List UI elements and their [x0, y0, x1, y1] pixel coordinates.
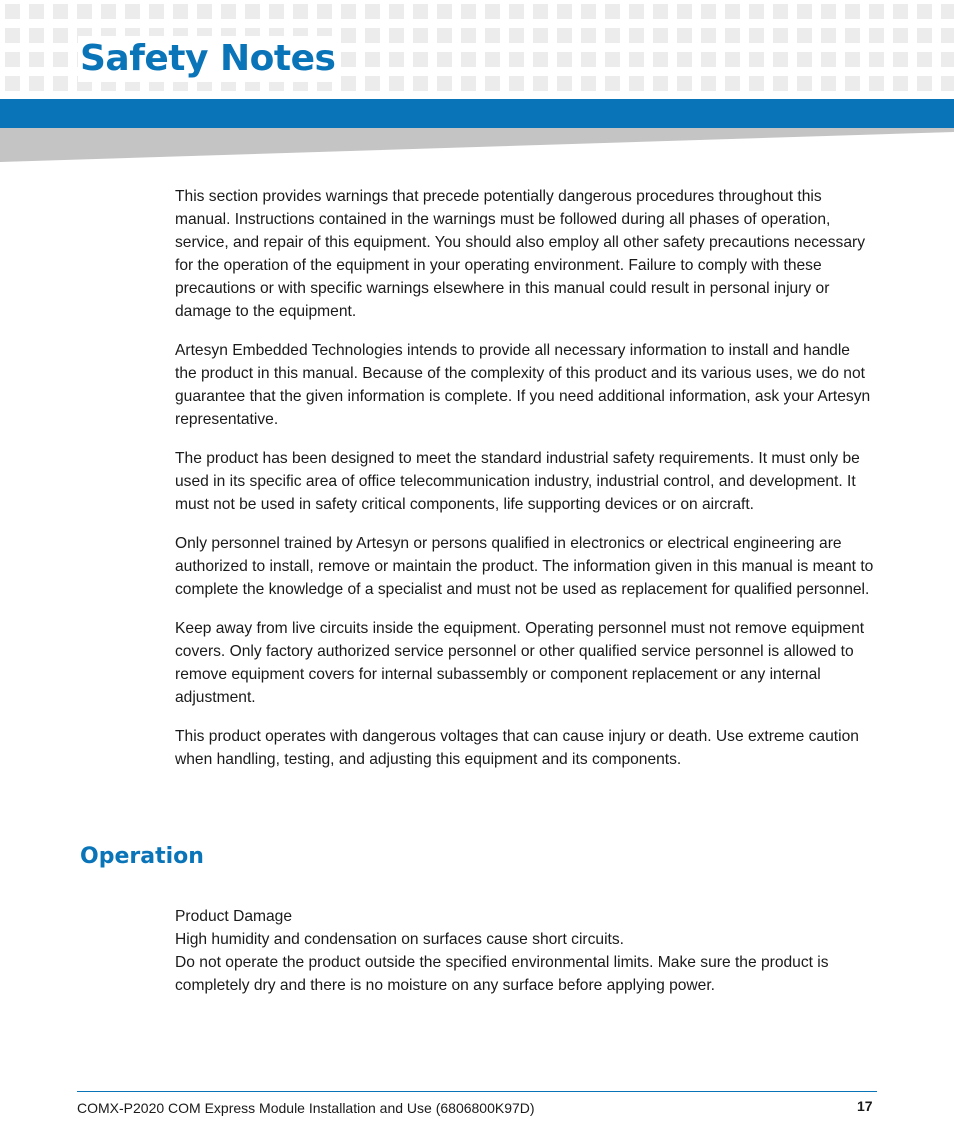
footer-rule	[77, 1091, 877, 1092]
intro-paragraph: This section provides warnings that precede potentially dangerous procedures throughout this manual. Instructions contained in the warnings must be followed during all phases of operation, service, and repair of this equipment. You should also employ all other safety precautions necessary for the operation of the equipment in your operating environment. Failure to comply with these precautions or with specific warnings elsewhere in this manual could result in personal injury or damage to the equipment.	[175, 188, 865, 320]
header-gray-wedge	[0, 128, 954, 164]
footer-document-title: COMX-P2020 COM Express Module Installation and Use (6806800K97D)	[77, 1100, 535, 1116]
intro-section	[175, 185, 875, 787]
page-number: 17	[857, 1098, 873, 1114]
notice-line: Do not operate the product outside the specified environmental limits. Make sure the product is completely dry and there is no moisture on any surface before applying power.	[175, 954, 829, 994]
product-damage-notice	[175, 905, 875, 997]
intro-paragraph: Only personnel trained by Artesyn or persons qualified in electronics or electrical engineering are authorized to install, remove or maintain the product. The information given in this manual is meant to complete the knowledge of a specialist and must not be used as replacement for qualified personnel.	[175, 535, 874, 598]
intro-paragraph: This product operates with dangerous voltages that can cause injury or death. Use extreme caution when handling, testing, and adjusting this equipment and its components.	[175, 728, 859, 768]
header-blue-bar	[0, 99, 954, 128]
notice-line: High humidity and condensation on surfaces cause short circuits.	[175, 931, 624, 948]
notice-title: Product Damage	[175, 908, 293, 925]
intro-paragraph: Keep away from live circuits inside the equipment. Operating personnel must not remove equipment covers. Only factory authorized service personnel or other qualified service personnel is allowed to remove equipment covers for internal subassembly or component replacement or any internal adjustment.	[175, 620, 865, 706]
intro-paragraph: Artesyn Embedded Technologies intends to provide all necessary information to install and handle the product in this manual. Because of the complexity of this product and its various uses, we do not guarantee that the given information is complete. If you need additional information, ask your Artesyn representative.	[175, 342, 871, 428]
intro-paragraph: The product has been designed to meet the standard industrial safety requirements. It must only be used in its specific area of office telecommunication industry, industrial control, and development. It must not be used in safety critical components, life supporting devices or on aircraft.	[175, 450, 860, 513]
page-title: Safety Notes	[78, 36, 341, 82]
operation-heading: Operation	[80, 844, 204, 869]
